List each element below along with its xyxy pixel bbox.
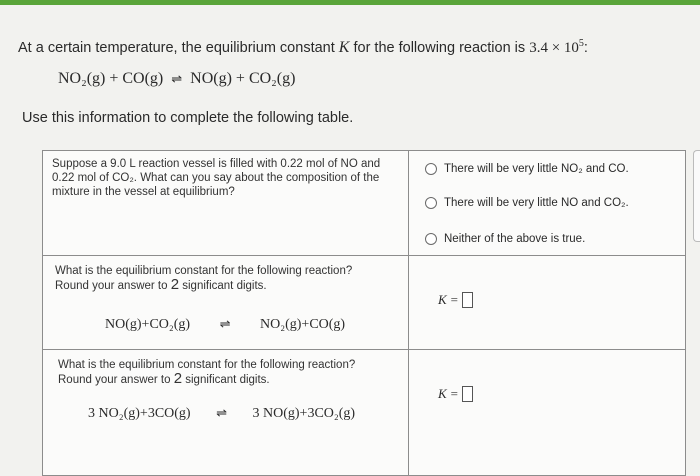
intro-text-after: for the following reaction is bbox=[349, 39, 530, 56]
intro-text-before: At a certain temperature, the equilibrium constant bbox=[18, 39, 339, 56]
radio-button-icon[interactable] bbox=[425, 163, 437, 175]
q2-sig-digits: 2 bbox=[170, 276, 180, 293]
q3-round-suffix: significant digits. bbox=[182, 374, 270, 386]
question-2-reaction bbox=[105, 316, 345, 333]
q3-k-label: K bbox=[438, 386, 447, 401]
main-reaction bbox=[58, 70, 295, 88]
q2-round-suffix: significant digits. bbox=[179, 280, 267, 292]
intro-colon: : bbox=[583, 39, 588, 56]
q3-k-answer bbox=[438, 386, 473, 402]
q2-k-answer bbox=[438, 292, 473, 308]
question-3-text bbox=[58, 358, 398, 387]
q3-reactants: 3 NO₂(g)+3CO(g) bbox=[88, 406, 191, 421]
intro-sentence bbox=[18, 38, 588, 57]
option-3-label: Neither of the above is true. bbox=[444, 233, 586, 245]
q2-products: NO₂(g)+CO(g) bbox=[260, 317, 346, 332]
q3-equals: = bbox=[450, 386, 459, 401]
q3-sig-digits: 2 bbox=[173, 370, 183, 387]
question-row-3 bbox=[43, 350, 685, 475]
q2-k-input[interactable] bbox=[462, 292, 473, 308]
option-2-label: There will be very little NO and CO₂. bbox=[444, 197, 629, 209]
question-3-line2 bbox=[58, 372, 398, 387]
question-2-text bbox=[55, 264, 395, 293]
question-1-text: Suppose a 9.0 L reaction vessel is filled with 0.22 mol of NO and 0.22 mol of CO₂. What can you say about the composition of the mixture in the vessel at equilibrium? bbox=[52, 158, 381, 198]
option-neither[interactable] bbox=[425, 233, 585, 245]
option-1-label: There will be very little NO₂ and CO. bbox=[444, 163, 629, 175]
q3-k-input[interactable] bbox=[462, 386, 473, 402]
question-2-line1: What is the equilibrium constant for the following reaction? bbox=[55, 265, 353, 277]
q2-reactants: NO(g)+CO₂(g) bbox=[105, 317, 191, 332]
radio-button-icon[interactable] bbox=[425, 197, 437, 209]
question-table bbox=[42, 150, 686, 476]
q2-round-prefix: Round your answer to bbox=[55, 280, 171, 292]
k-value: 3.4 × 10 bbox=[529, 39, 579, 56]
question-row-2 bbox=[43, 256, 685, 350]
question-2-line2 bbox=[55, 278, 395, 293]
equilibrium-arrow-icon: ⇌ bbox=[219, 316, 231, 331]
question-3-reaction bbox=[88, 405, 355, 422]
k-exponent: 5 bbox=[578, 38, 584, 49]
instruction-text: Use this information to complete the following table. bbox=[22, 110, 354, 126]
q2-k-label: K bbox=[438, 292, 447, 307]
radio-button-icon[interactable] bbox=[425, 233, 437, 245]
equilibrium-arrow-icon: ⇌ bbox=[171, 71, 183, 86]
scroll-handle[interactable] bbox=[693, 150, 700, 242]
option-little-no-co2[interactable] bbox=[425, 197, 629, 209]
question-3-line1: What is the equilibrium constant for the following reaction? bbox=[58, 359, 356, 371]
k-symbol: K bbox=[338, 38, 350, 56]
main-reaction-reactants: NO₂(g) + CO(g) bbox=[58, 70, 164, 87]
q2-equals: = bbox=[450, 292, 459, 307]
top-accent-bar bbox=[0, 0, 700, 5]
equilibrium-arrow-icon: ⇌ bbox=[216, 405, 227, 420]
main-reaction-products: NO(g) + CO₂(g) bbox=[190, 70, 296, 87]
option-little-no2-co[interactable] bbox=[425, 163, 629, 175]
q3-round-prefix: Round your answer to bbox=[58, 374, 174, 386]
q3-products: 3 NO(g)+3CO₂(g) bbox=[252, 406, 356, 421]
